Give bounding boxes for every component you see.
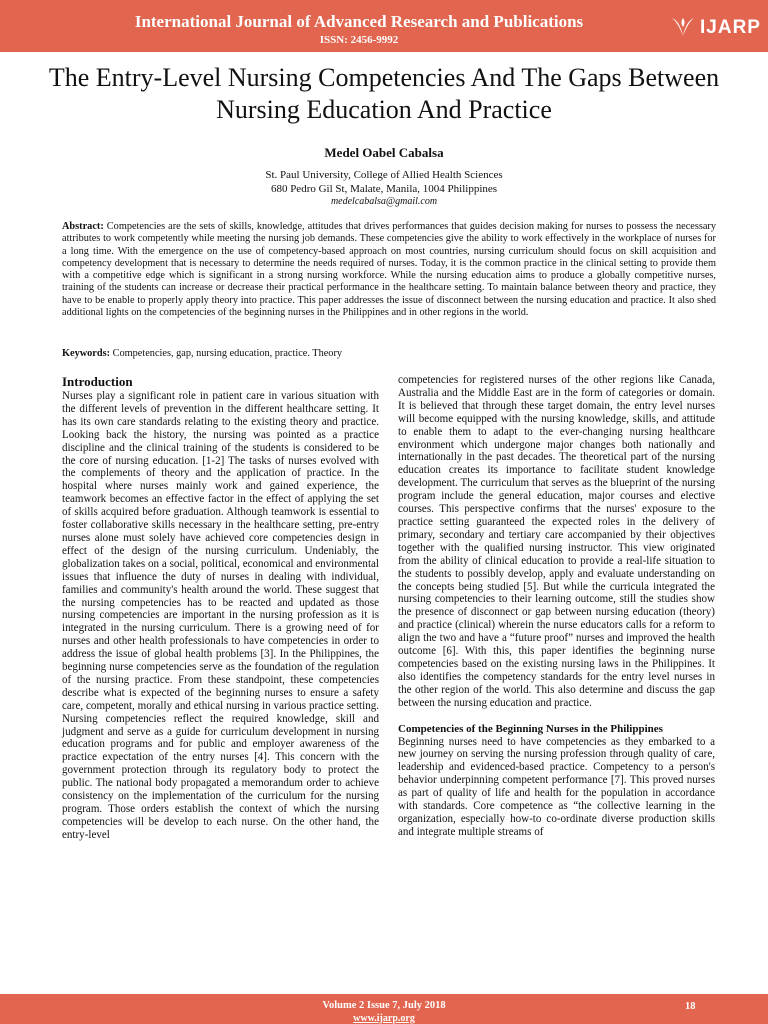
footer-website-link[interactable]: www.ijarp.org <box>353 1013 415 1024</box>
issn: ISSN: 2456-9992 <box>319 34 399 46</box>
abstract-label: Abstract: <box>62 221 104 232</box>
introduction-paragraph: Nurses play a significant role in patient care in various situation with the different levels of prevention in the different healthcare setting. It has its own care standards relating to the existing theory and practice. Looking back the history, the nursing was pointed as a practice discipline and the clinical training of the students is considered to be the core of nursing education. [1-2] The tasks of nurses evolved with the complements of theory and the application of practice. In the hospital where nurses mainly work and gained experience, the teamwork becomes an effective factor in the effect of applying the set of skills acquired before graduation. Although teamwork is essential to foster collaborative skills necessary in the healthcare setting, pre-entry nurses alone must solely have achieved core competencies design in effect of the design of the nursing curriculum. Undeniably, the globalization takes on a social, political, economical and environmental issues that influence the duty of nurses in dealing with individual, families and community's health around the world. These suggest that the nursing competencies has to be reacted and updated as those nursing competencies are important in the nursing profession as it is integrated in the nursing curriculum. There is a growing need of for nurses and other health professionals to have competencies in order to address the issue of global health problems [3]. In the Philippines, the beginning nurse competencies serve as the foundation of the regulation of the nursing practice. From these standpoint, these competencies describe what is expected of the beginning nurses to ensure a safety care, competent, morally and ethical nursing in various practice setting. Nursing competencies reflect the required knowledge, skill and judgment and serve as a guide for curriculum development in nursing education programs and for public and employer awareness of the practice expectation of the entry nurses [4]. This concern with the government protection through its regulatory body to protect the public. The national body propagated a memorandum order to achieve consistency on the implementation of the curriculum for the nursing program. Those orders establish the context of which the nursing competencies will be develop to each nurse. On the other hand, the entry-level <box>62 390 379 841</box>
right-column-paragraph: competencies for registered nurses of the other regions like Canada, Australia and the Middle East are in the form of categories or domain. It is believed that through these target domain, the entry level nurses will become equipped with the nursing knowledge, skills, and attitude to enable them to adapt to the ever-changing nursing healthcare environment which undergone major changes both nationally and internationally in the past decades. The theoretical part of the nursing education creates its importance to facilitate student knowledge development. The curriculum that serves as the blueprint of the nursing program include the general education, major courses and elective courses. This perspective confirms that the nurses' exposure to the practice setting guaranteed the expected roles in the delivery of primary, secondary and tertiary care accompanied by their objectives together with the qualified nursing instructor. This view originated from the ability of clinical education to provide a real-life situation to the students to possibly develop, apply and evaluate understanding on the concepts being studied [5]. But while the curricula integrated the nursing competencies to their learning outcome, still the studies show the presence of disconnect or gap between nursing education (theory) and practice (clinical) wherein the nurse educators calls for a reform to align the two and have a “future proof” nurses and improved the health outcome [6]. With this, this paper identifies the beginning nurse competencies based on the existing nursing laws in the Philippines. It also identifies the competency standards for the entry level nurses in the other region of the world. This also determine and discuss the gap between the nursing education and practice. <box>398 374 715 709</box>
author-email: medelcabalsa@gmail.com <box>330 196 438 207</box>
keywords-text: Competencies, gap, nursing education, practice. Theory <box>112 348 343 359</box>
leaf-logo-icon <box>670 14 696 40</box>
journal-name: International Journal of Advanced Research and Publications <box>134 12 584 31</box>
page-number: 18 <box>685 1001 696 1012</box>
abstract <box>62 221 716 319</box>
paper-title: The Entry-Level Nursing Competencies And The Gaps Between Nursing Education And Practice <box>48 63 720 124</box>
introduction-heading: Introduction <box>62 374 133 389</box>
logo-text: IJARP <box>700 17 761 38</box>
footer-volume: Volume 2 Issue 7, July 2018 <box>322 1000 446 1011</box>
section-heading-competencies: Competencies of the Beginning Nurses in the Philippines <box>398 722 663 735</box>
keywords-label: Keywords: <box>62 348 111 359</box>
affiliation-line-1: St. Paul University, College of Allied Health Sciences <box>265 169 503 181</box>
left-column <box>62 374 379 842</box>
keywords <box>62 348 716 359</box>
right-column <box>398 374 715 839</box>
author-name: Medel Oabel Cabalsa <box>324 145 444 160</box>
journal-logo <box>670 14 762 42</box>
section-paragraph-competencies: Beginning nurses need to have competencies as they embarked to a new journey on serving the nursing profession through quality of care, leadership and evidenced-based practice. Competency to a person's behavior underpinning competent performance [7]. This proved nurses as part of quality of life and health for the population in accordance with standards. Core competence as “the collective learning in the organization, especially how-to co-ordinate diverse production skills and integrate multiple streams of <box>398 735 715 838</box>
abstract-text: Competencies are the sets of skills, knowledge, attitudes that drives performances that guides decision making for nurses to possess the necessary attributes to work competently while meeting the nursing job demands. These competencies give the ability to work effectively in the workplace of nurses for a long time. With the emergence on the use of competency-based approach on most countries, nursing curriculum should focus on skill acquisition and competency development that is necessary to determine the needs required of nurses. Today, it is the common practice in the clinical setting to provide them with a competitive edge which is significant in a strong nursing workforce. While the nursing education aims to produce a globally competitive nurses, training of the students can increase or decrease their practical performance in the healthcare setting. To maintain balance between theory and practice, they have to be enable to properly apply theory into practice. This paper addresses the issue of disconnect between the nursing education and practice. It also shed additional lights on the competencies of the beginning nurses in the Philippines and in other regions in the world. <box>62 221 716 319</box>
header-band <box>0 0 768 52</box>
affiliation <box>0 168 768 196</box>
affiliation-line-2: 680 Pedro Gil St, Malate, Manila, 1004 Philippines <box>270 183 498 195</box>
